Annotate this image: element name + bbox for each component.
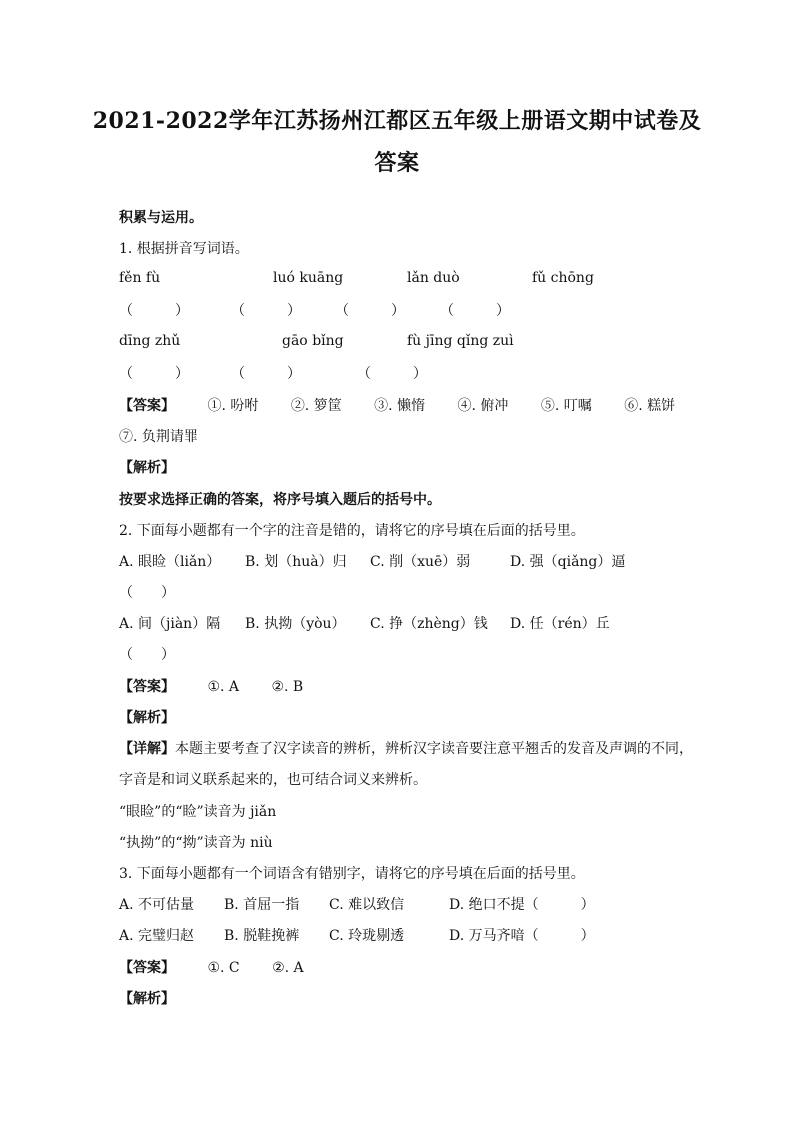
q3-r2-option-b: B. 脱鞋挽裤 [224, 928, 300, 944]
q2-r1-option-d: D. 强（qiǎng）逼 [510, 554, 626, 570]
q1-pinyin-7: fù jīng qǐng zuì [407, 333, 514, 349]
q1-answer [119, 395, 675, 415]
q1-answer-4: ④. 俯冲 [457, 398, 509, 414]
q1-blank-1[interactable]: （ ） [119, 303, 189, 319]
q2-detail-text: 本题主要考查了汉字读音的辨析，辨析汉字读音要注意平翘舌的发音及声调的不同， [175, 741, 693, 757]
q1-answer-cont: ⑦. 负荆请罪 [119, 429, 198, 445]
q1-pinyin-4: fǔ chōng [532, 270, 594, 286]
q1-blank-6[interactable]: （ ） [231, 366, 301, 382]
q1-answer-1: ①. 吩咐 [207, 398, 259, 414]
section-heading-1: 积累与运用。 [119, 210, 203, 226]
q2-blank-1[interactable]: （ ） [119, 585, 175, 601]
q1-pinyin-6: gāo bǐng [282, 333, 344, 349]
q1-blank-3[interactable]: （ ） [335, 303, 405, 319]
answer-tag: 【答案】 [119, 679, 175, 695]
answer-tag: 【答案】 [119, 960, 175, 976]
section-heading-2: 按要求选择正确的答案，将序号填入题后的括号中。 [119, 492, 441, 508]
q1-answer-3: ③. 懒惰 [374, 398, 426, 414]
q2-blank-2[interactable]: （ ） [119, 647, 175, 663]
q2-stem: 2. 下面每小题都有一个字的注音是错的，请将它的序号填在后面的括号里。 [119, 523, 585, 539]
detail-tag: 【详解】 [119, 741, 175, 757]
q2-r1-option-c: C. 削（xuē）弱 [370, 554, 471, 570]
document-title-line1: 2021-2022学年江苏扬州江都区五年级上册语文期中试卷及 [92, 108, 702, 134]
q2-r1-option-b: B. 划（huà）归 [245, 554, 347, 570]
q2-r2-option-b: B. 执拗（yòu） [245, 616, 346, 632]
q2-r2-option-d: D. 任（rén）丘 [510, 616, 610, 632]
q3-stem: 3. 下面每小题都有一个词语含有错别字，请将它的序号填在后面的括号里。 [119, 866, 585, 882]
q3-r1-option-c: C. 难以致信 [329, 897, 405, 913]
q1-blank-2[interactable]: （ ） [231, 303, 301, 319]
q3-r2-option-d: D. 万马齐喑（ ） [449, 928, 595, 944]
q3-r1-option-a: A. 不可估量 [119, 897, 195, 913]
q2-answer-2: ②. B [271, 679, 304, 695]
q3-r1-option-b: B. 首屈一指 [224, 897, 300, 913]
q2-note-1: “眼睑”的“睑”读音为 jiǎn [119, 804, 277, 820]
q1-pinyin-1: fěn fù [119, 270, 161, 286]
q2-r2-option-c: C. 挣（zhèng）钱 [370, 616, 488, 632]
q2-detail [119, 738, 693, 758]
q1-pinyin-2: luó kuāng [273, 270, 344, 286]
q3-r2-option-a: A. 完璧归赵 [119, 928, 195, 944]
q3-answer-2: ②. A [272, 960, 304, 976]
q1-pinyin-5: dīng zhǔ [119, 333, 181, 349]
q1-stem: 1. 根据拼音写词语。 [119, 241, 249, 257]
q1-answer-2: ②. 箩筐 [290, 398, 342, 414]
q1-pinyin-3: lǎn duò [407, 270, 460, 286]
q2-r2-option-a: A. 间（jiàn）隔 [119, 616, 221, 632]
q3-answer [119, 957, 304, 977]
q3-answer-1: ①. C [207, 960, 240, 976]
q2-r1-option-a: A. 眼睑（liǎn） [119, 554, 221, 570]
q1-blank-5[interactable]: （ ） [119, 366, 189, 382]
q2-detail-line2: 字音是和词义联系起来的，也可结合词义来辨析。 [119, 772, 427, 788]
q2-answer-1: ①. A [207, 679, 240, 695]
q1-answer-6: ⑥. 糕饼 [624, 398, 676, 414]
q3-r1-option-d: D. 绝口不提（ ） [449, 897, 595, 913]
q2-answer [119, 676, 303, 696]
q3-analysis-tag: 【解析】 [119, 991, 175, 1007]
answer-tag: 【答案】 [119, 398, 175, 414]
document-title-line2: 答案 [374, 150, 420, 176]
q2-note-2: “执拗”的“拗”读音为 niù [119, 835, 273, 851]
q1-answer-5: ⑤. 叮嘱 [540, 398, 592, 414]
q1-blank-7[interactable]: （ ） [357, 366, 427, 382]
q2-analysis-tag: 【解析】 [119, 710, 175, 726]
q3-r2-option-c: C. 玲珑剔透 [329, 928, 405, 944]
q1-blank-4[interactable]: （ ） [440, 303, 510, 319]
q1-analysis-tag: 【解析】 [119, 460, 175, 476]
